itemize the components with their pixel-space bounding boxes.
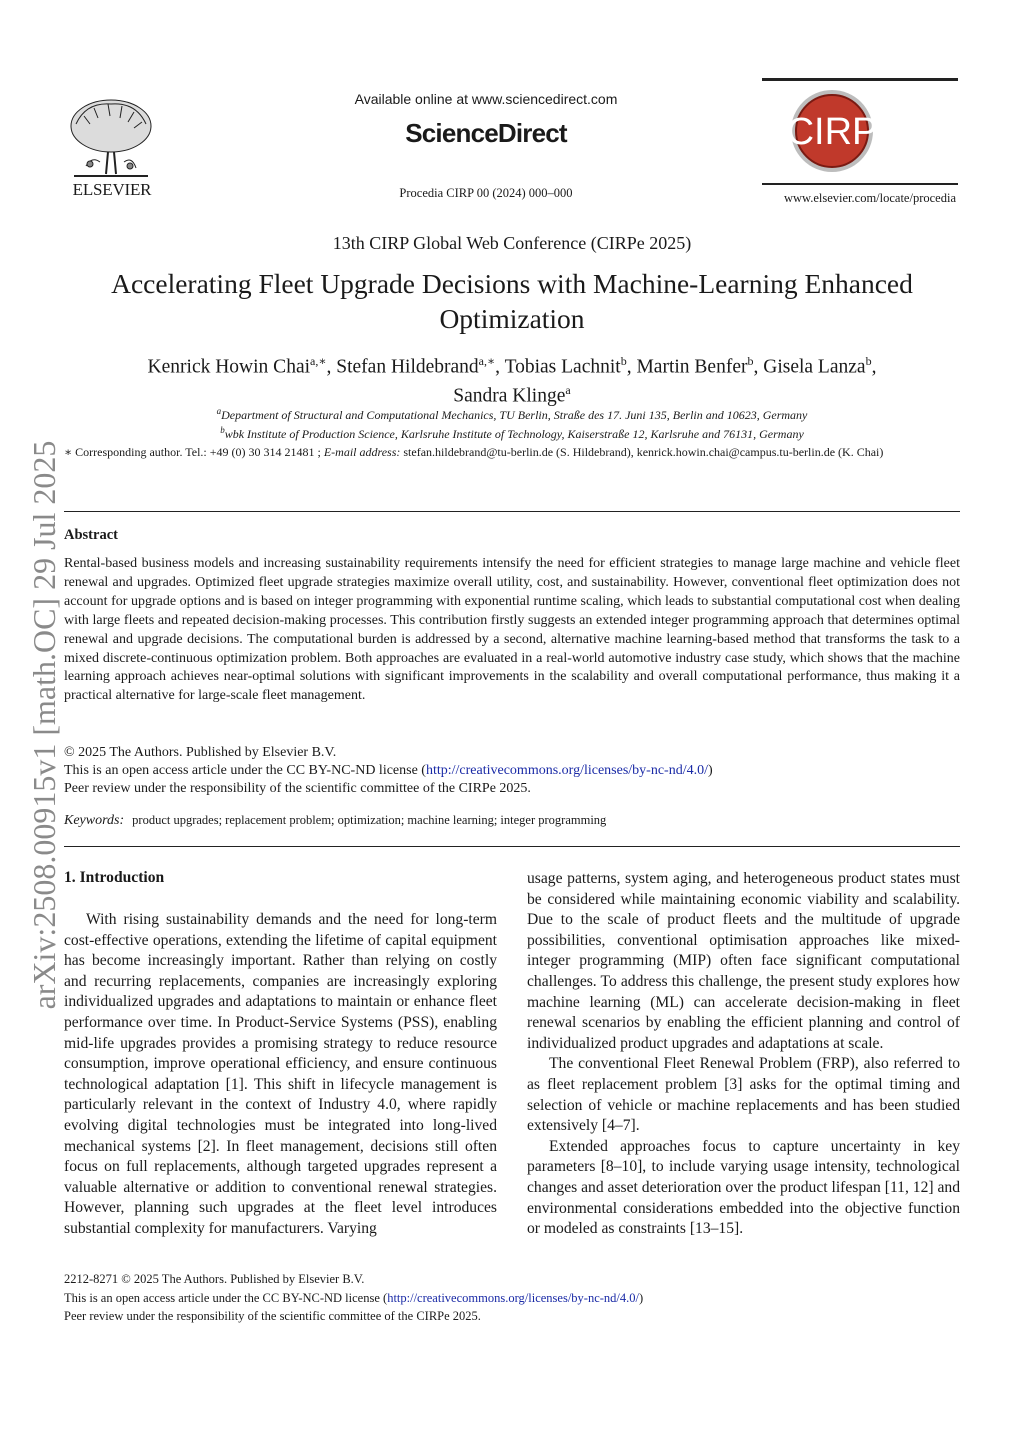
author-name: Kenrick Howin Chai — [147, 356, 311, 378]
author-list — [70, 350, 954, 407]
author-affiliation-mark: b — [865, 354, 872, 368]
page-footer — [64, 1270, 960, 1326]
corresponding-author — [64, 444, 960, 461]
divider — [64, 846, 960, 847]
peer-review-line: Peer review under the responsibility of the scientific committee of the CIRPe 2025. — [64, 781, 531, 796]
author-affiliation-mark: a — [565, 382, 571, 397]
author-name: Stefan Hildebrand — [336, 356, 479, 378]
paragraph: usage patterns, system aging, and heterogeneous product states must be considered while maintaining economic viability and scalability. Due to the scale of product fleets and the multitude of upgrade possibilities, conventional optimisation approaches like mixed-integer programming (MIP) often face significant computational challenges. To address this challenge, the present study explores how machine learning (ML) can accelerate decision-making in fleet renewal scenarios by enabling the efficient planning and control of individualized product upgrades and adaptations at scale. — [527, 870, 960, 1052]
peer-review-line: Peer review under the responsibility of the scientific committee of the CIRPe 2025. — [64, 1309, 481, 1323]
license-line: This is an open access article under the CC BY-NC-ND license (http://creativecommons.org/licenses/by-nc-nd/4.0/) — [64, 763, 713, 778]
author-name: Gisela Lanza — [763, 356, 866, 378]
paragraph: Extended approaches focus to capture uncertainty in key parameters [8–10], to include varying usage intensity, technological changes and asset deterioration over the product lifespan [11, 12] and environmental considerations embedded into the objective function or modeled as constraints [13–15]. — [527, 1137, 960, 1238]
paragraph: The conventional Fleet Renewal Problem (FRP), also referred to as fleet replacement problem [3] asks for the optimal timing and selection of vehicle or machine replacements and has been studied extensively [4–7]. — [527, 1055, 960, 1135]
intro-right-column — [527, 869, 960, 1240]
author-separator: , — [753, 356, 764, 378]
cirp-logo-text: CIRP — [786, 111, 878, 153]
author-separator: , — [626, 356, 637, 378]
issn-line: 2212-8271 © 2025 The Authors. Published by Elsevier B.V. — [64, 1272, 365, 1286]
sciencedirect-logo[interactable]: ScienceDirect — [405, 118, 567, 148]
journal-url[interactable]: www.elsevier.com/locate/procedia — [783, 191, 956, 205]
author-affiliation-mark: a,∗ — [478, 354, 496, 368]
license-link[interactable]: http://creativecommons.org/licenses/by-nc-nd/4.0/ — [387, 1290, 639, 1305]
paper-title: Accelerating Fleet Upgrade Decisions with Machine-Learning Enhanced Optimization — [111, 268, 913, 334]
intro-left-column — [64, 910, 497, 1240]
email-label: E-mail address: — [323, 445, 401, 459]
affiliation-text: Department of Structural and Computational Mechanics, TU Berlin, Straße des 17. Juni 135, Berlin and 10623, Germany — [221, 408, 808, 422]
corresponding-phone: ∗ Corresponding author. Tel.: +49 (0) 30 314 21481 ; — [64, 445, 324, 459]
affiliation-a — [120, 406, 904, 423]
keywords-label: Keywords: — [64, 813, 125, 828]
affiliation-b — [120, 425, 904, 442]
tree-icon — [64, 96, 158, 180]
conference-name: 13th CIRP Global Web Conference (CIRPe 2025) — [332, 233, 692, 253]
corresponding-emails[interactable]: stefan.hildebrand@tu-berlin.de (S. Hildebrand), kenrick.howin.chai@campus.tu-berlin.de (K. Chai) — [400, 445, 884, 459]
affiliation-text: wbk Institute of Production Science, Karlsruhe Institute of Technology, Kaiserstraße 12, Karlsruhe and 76131, Germany — [224, 427, 804, 441]
author-name: Sandra Klinge — [453, 385, 566, 406]
keywords — [64, 813, 960, 829]
copyright-block — [64, 744, 960, 798]
author-affiliation-mark: b — [620, 354, 627, 368]
author-affiliation-mark: b — [747, 354, 754, 368]
paragraph: With rising sustainability demands and the need for long-term cost-effective operations, extending the lifetime of capital equipment has become increasingly important. Rather than relying on costly and recurring replacements, companies are increasingly exploring individualized upgrades and adaptations to maintain or enhance fleet performance over time. In Product-Service Systems (PSS), enabling mid-life upgrades provides a promising strategy to reduce resource consumption, improve operational efficiency, and ensure continuous technological adaptation [1]. This shift in lifecycle management is particularly relevant in the context of Industry 4.0, where rapidly evolving digital technologies must be integrated into long-lived mechanical systems [2]. In fleet management, decisions still often focus on full replacements, although targeted upgrades represent a valuable alternative or addition to conventional renewal strategies. However, planning such upgrades at the fleet level introduces substantial complexity for manufacturers. Varying — [64, 911, 497, 1237]
author-separator: , — [495, 356, 505, 378]
affiliation-mark: b — [220, 425, 225, 435]
available-online-text[interactable]: Available online at www.sciencedirect.com — [354, 91, 618, 107]
cirp-emblem-icon — [762, 81, 958, 183]
affiliation-mark: a — [216, 406, 222, 416]
journal-citation: Procedia CIRP 00 (2024) 000–000 — [399, 186, 573, 200]
author-name: Tobias Lachnit — [504, 356, 621, 378]
author-separator: , — [326, 356, 337, 378]
keywords-value: product upgrades; replacement problem; optimization; machine learning; integer programming — [132, 813, 607, 827]
section-heading-introduction: 1. Introduction — [64, 869, 165, 886]
license-line: This is an open access article under the CC BY-NC-ND license (http://creativecommons.org/licenses/by-nc-nd/4.0/) — [64, 1290, 644, 1305]
author-name: Martin Benfer — [636, 356, 748, 378]
copyright-line: © 2025 The Authors. Published by Elsevier B.V. — [64, 745, 337, 760]
author-affiliation-mark: a,∗ — [310, 354, 327, 368]
license-link[interactable]: http://creativecommons.org/licenses/by-nc-nd/4.0/ — [425, 763, 708, 778]
divider — [64, 511, 960, 512]
arxiv-stamp: arXiv:2508.00915v1 [math.OC] 29 Jul 2025 — [26, 440, 62, 1010]
publisher-name: ELSEVIER — [72, 180, 152, 199]
abstract-heading: Abstract — [64, 527, 118, 543]
cirp-logo — [762, 78, 958, 185]
abstract-text: Rental-based business models and increasing sustainability requirements intensify the need for efficient strategies to manage large machine and vehicle fleet renewal and upgrades. Optimized fleet upgrade strategies maximize overall utility, cost, and sustainability. However, conventional fleet optimization does not account for upgrade options and is based on integer programming with exponential runtime scaling, which leads to substantial computational cost when dealing with large fleets and repeated decision-making processes. This contribution firstly suggests an extended integer programming approach that determines optimal renewal and upgrade decisions. The computational burden is addressed by a second, alternative machine learning-based method that transforms the task to a mixed discrete-continuous optimization problem. Both approaches are evaluated in a real-world automotive industry case study, which shows that the machine learning approach achieves near-optimal solutions with significant improvements in the scalability and overall computational performance, thus making it a practical alternative for large-scale fleet management. — [64, 556, 960, 704]
author-separator: , — [871, 356, 877, 378]
